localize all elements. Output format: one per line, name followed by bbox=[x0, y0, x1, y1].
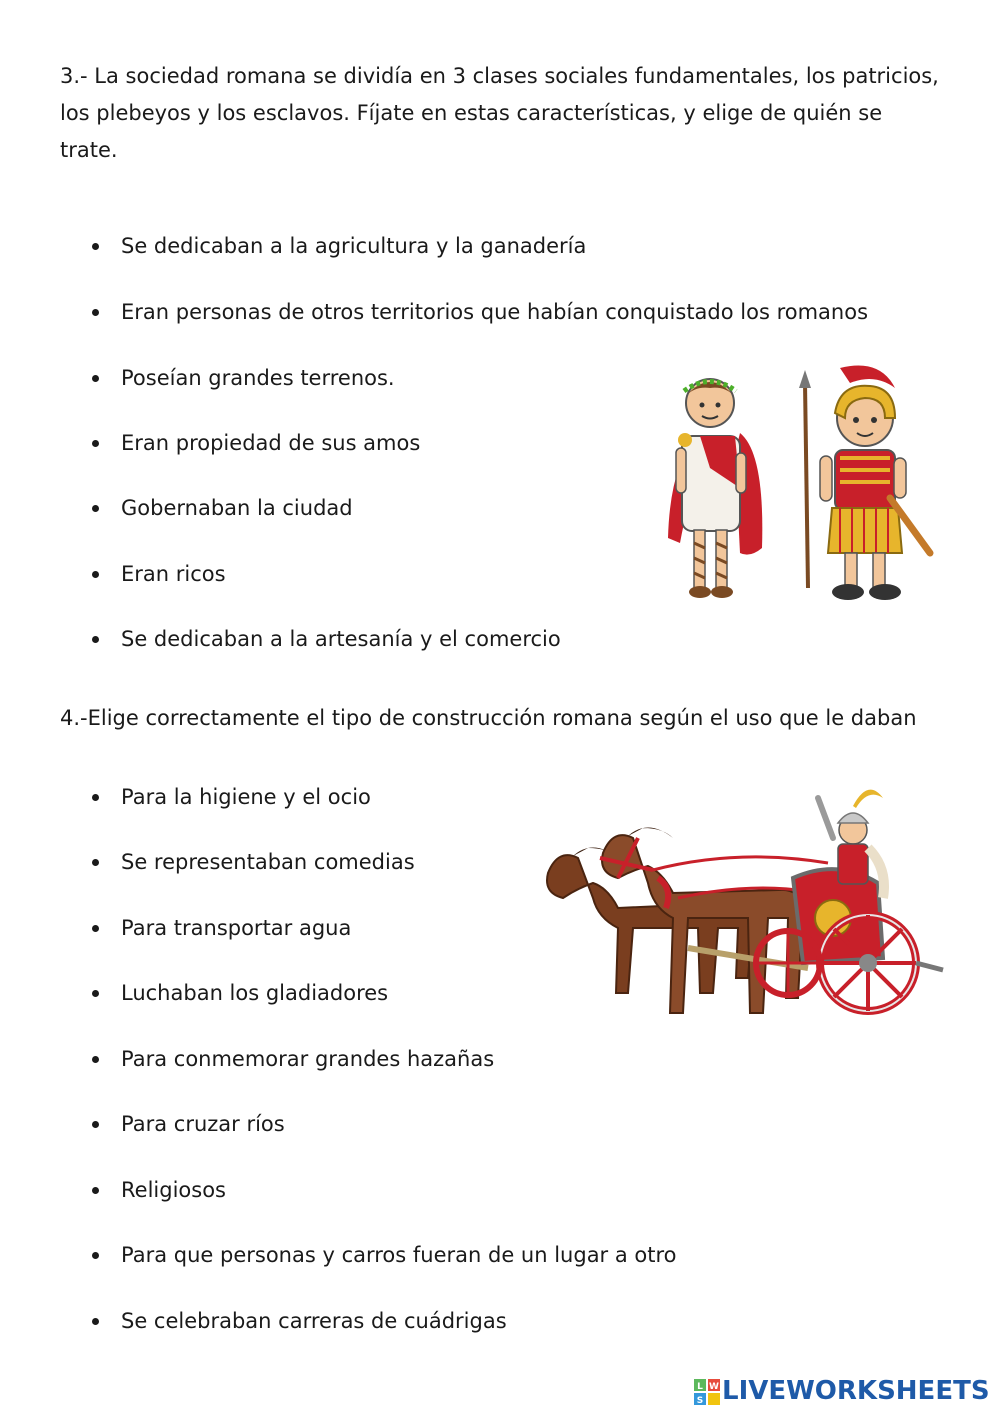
liveworksheets-logo[interactable] bbox=[694, 1374, 994, 1408]
soldier-figure bbox=[799, 366, 930, 601]
list-item-text: Se dedicaban a la artesanía y el comercio bbox=[121, 627, 561, 651]
list-item-text: Eran propiedad de sus amos bbox=[121, 431, 421, 455]
list-item-text: Para cruzar ríos bbox=[121, 1112, 285, 1136]
bullet-icon bbox=[92, 309, 99, 316]
list-item-text: Se celebraban carreras de cuádrigas bbox=[121, 1309, 507, 1333]
list-item-text: Se dedicaban a la agricultura y la ganadería bbox=[121, 234, 587, 258]
liveworksheets-logo-text: LIVEWORKSHEETS bbox=[722, 1376, 990, 1406]
bullet-icon bbox=[92, 505, 99, 512]
list-item-text: Gobernaban la ciudad bbox=[121, 496, 353, 520]
bullet-icon bbox=[92, 440, 99, 447]
bullet-icon bbox=[92, 859, 99, 866]
bullet-icon bbox=[92, 571, 99, 578]
liveworksheets-logo-icon bbox=[694, 1379, 720, 1405]
list-item-text: Eran ricos bbox=[121, 562, 226, 586]
logo-mark-letter: L bbox=[697, 1382, 703, 1392]
bullet-icon bbox=[92, 1187, 99, 1194]
logo-mark-letter: W bbox=[709, 1382, 719, 1392]
bullet-icon bbox=[92, 375, 99, 382]
list-item-text: Eran personas de otros territorios que habían conquistado los romanos bbox=[121, 300, 869, 324]
chariot-illustration bbox=[538, 778, 948, 1038]
bullet-icon bbox=[92, 794, 99, 801]
bullet-icon bbox=[92, 925, 99, 932]
question-4-title: 4.-Elige correctamente el tipo de construcción romana según el uso que le daban bbox=[60, 706, 917, 730]
bullet-icon bbox=[92, 1056, 99, 1063]
bullet-icon bbox=[92, 243, 99, 250]
list-item-text: Luchaban los gladiadores bbox=[121, 981, 389, 1005]
list-item-text: Para transportar agua bbox=[121, 916, 352, 940]
roman-figures-illustration bbox=[640, 358, 940, 608]
bullet-icon bbox=[92, 1252, 99, 1259]
logo-mark-letter: S bbox=[696, 1396, 704, 1405]
list-item-text: Poseían grandes terrenos. bbox=[121, 366, 395, 390]
list-item-text: Religiosos bbox=[121, 1178, 226, 1202]
list-item-text: Para la higiene y el ocio bbox=[121, 785, 371, 809]
list-item-text: Para conmemorar grandes hazañas bbox=[121, 1047, 495, 1071]
question-3-intro: 3.- La sociedad romana se dividía en 3 clases sociales fundamentales, los patricios, los plebeyos y los esclavos. Fíjate en estas características, y elige de quién se trate. bbox=[60, 64, 939, 162]
bullet-icon bbox=[92, 636, 99, 643]
emperor-figure bbox=[668, 379, 762, 598]
bullet-icon bbox=[92, 990, 99, 997]
list-item-text: Se representaban comedias bbox=[121, 850, 415, 874]
list-item-text: Para que personas y carros fueran de un lugar a otro bbox=[121, 1243, 677, 1267]
bullet-icon bbox=[92, 1318, 99, 1325]
bullet-icon bbox=[92, 1121, 99, 1128]
